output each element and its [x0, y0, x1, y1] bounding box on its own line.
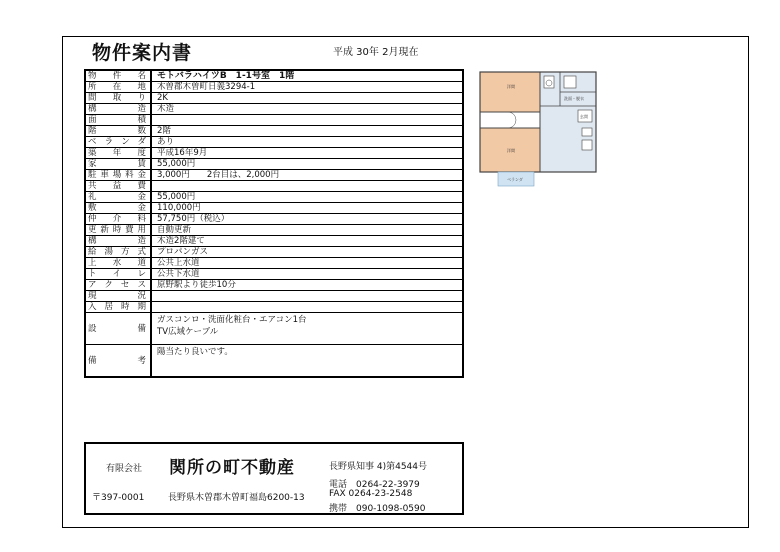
property-value: 木造 — [151, 104, 463, 115]
washroom-label: 洗面・脱衣 — [564, 96, 584, 101]
property-label: 面積 — [85, 115, 151, 126]
equipment-value — [151, 313, 463, 345]
property-value: 公共下水道 — [151, 269, 463, 280]
property-value: 平成16年9月 — [151, 148, 463, 159]
property-label: アクセス — [85, 280, 151, 291]
property-value — [151, 115, 463, 126]
property-value: プロパンガス — [151, 247, 463, 258]
property-value: 57,750円（税込） — [151, 214, 463, 225]
property-label: 間取り — [85, 93, 151, 104]
property-label: 仲介料 — [85, 214, 151, 225]
property-value: 木曽郡木曽町日義3294-1 — [151, 82, 463, 93]
property-value: 55,000円 — [151, 159, 463, 170]
property-row — [85, 302, 463, 313]
company-type: 有限会社 — [106, 464, 143, 474]
property-row — [85, 181, 463, 192]
property-value: 55,000円 — [151, 192, 463, 203]
property-value: 2K — [151, 93, 463, 104]
property-row — [85, 148, 463, 159]
property-row — [85, 93, 463, 104]
equipment-row — [85, 313, 463, 345]
property-label: 給湯方式 — [85, 247, 151, 258]
property-value: 原野駅より徒歩10分 — [151, 280, 463, 291]
property-label: 築年度 — [85, 148, 151, 159]
door-arc-1 — [508, 112, 516, 120]
property-table-body — [85, 70, 463, 313]
property-row — [85, 203, 463, 214]
property-label: トイレ — [85, 269, 151, 280]
property-label: 共益費 — [85, 181, 151, 192]
property-label: 構造 — [85, 236, 151, 247]
fax-number: FAX 0264-23-2548 — [329, 489, 413, 499]
license-number: 長野県知事 4)第4544号 — [329, 462, 428, 472]
property-label: 物件名 — [85, 70, 151, 82]
property-row — [85, 170, 463, 181]
property-row — [85, 126, 463, 137]
property-value: 3,000円 2台目は、2,000円 — [151, 170, 463, 181]
phone-number: 電話 0264-22-3979 — [329, 480, 420, 490]
property-row — [85, 258, 463, 269]
equipment-label: 設 備 — [85, 313, 151, 345]
company-footer — [84, 442, 464, 515]
property-label: 所在地 — [85, 82, 151, 93]
property-row — [85, 247, 463, 258]
property-label: 階数 — [85, 126, 151, 137]
mobile-number: 携帯 090-1098-0590 — [329, 504, 426, 514]
company-name: 関所の町不動産 — [169, 458, 295, 478]
property-row — [85, 225, 463, 236]
property-value — [151, 302, 463, 313]
property-table — [84, 69, 464, 378]
remarks-label: 備 考 — [85, 345, 151, 378]
property-row — [85, 236, 463, 247]
property-row — [85, 82, 463, 93]
property-label: 上水道 — [85, 258, 151, 269]
document-date: 平成 30年 2月現在 — [333, 47, 419, 58]
room-2-label: 洋間 — [507, 148, 515, 153]
remarks-text: 陽当たり良いです。 — [157, 347, 233, 357]
floor-plan-drawing — [478, 68, 598, 190]
property-row — [85, 280, 463, 291]
entrance-label: 玄関 — [580, 114, 588, 119]
property-value — [151, 291, 463, 302]
postal-code: 〒397-0001 — [92, 493, 145, 503]
equipment-line-1: ガスコンロ・洗面化粧台・エアコン1台 — [157, 315, 307, 325]
property-value: モトバラハイツB 1-1号室 1階 — [151, 70, 463, 82]
property-label: 構造 — [85, 104, 151, 115]
property-label: 現況 — [85, 291, 151, 302]
property-label: 更新時費用 — [85, 225, 151, 236]
property-label: ベランダ — [85, 137, 151, 148]
property-row — [85, 214, 463, 225]
property-value: 2階 — [151, 126, 463, 137]
property-value: 木造2階建て — [151, 236, 463, 247]
property-label: 家賃 — [85, 159, 151, 170]
stove-icon — [582, 128, 592, 136]
remarks-row — [85, 345, 463, 378]
veranda-label: ベランダ — [507, 177, 523, 182]
floor-plan — [478, 68, 598, 190]
property-row — [85, 192, 463, 203]
property-value: 公共上水道 — [151, 258, 463, 269]
property-value: 自動更新 — [151, 225, 463, 236]
remarks-value — [151, 345, 463, 378]
company-address: 長野県木曽郡木曽町福島6200-13 — [168, 493, 305, 503]
property-row — [85, 104, 463, 115]
toilet-bowl-icon — [546, 80, 552, 86]
property-row — [85, 115, 463, 126]
property-value — [151, 181, 463, 192]
door-arc-2 — [508, 120, 516, 128]
property-label: 敷金 — [85, 203, 151, 214]
property-label: 駐車場料金 — [85, 170, 151, 181]
property-value: あり — [151, 137, 463, 148]
property-label: 礼金 — [85, 192, 151, 203]
property-row — [85, 159, 463, 170]
washbasin-icon — [564, 76, 576, 88]
room-1 — [480, 72, 540, 112]
property-row — [85, 70, 463, 82]
document-title: 物件案内書 — [92, 42, 193, 64]
property-row — [85, 269, 463, 280]
sink-icon — [582, 140, 592, 150]
property-row — [85, 137, 463, 148]
property-row — [85, 291, 463, 302]
property-label: 入居時期 — [85, 302, 151, 313]
equipment-line-2: TV広域ケーブル — [157, 327, 219, 337]
property-value: 110,000円 — [151, 203, 463, 214]
room-1-label: 洋間 — [507, 84, 515, 89]
